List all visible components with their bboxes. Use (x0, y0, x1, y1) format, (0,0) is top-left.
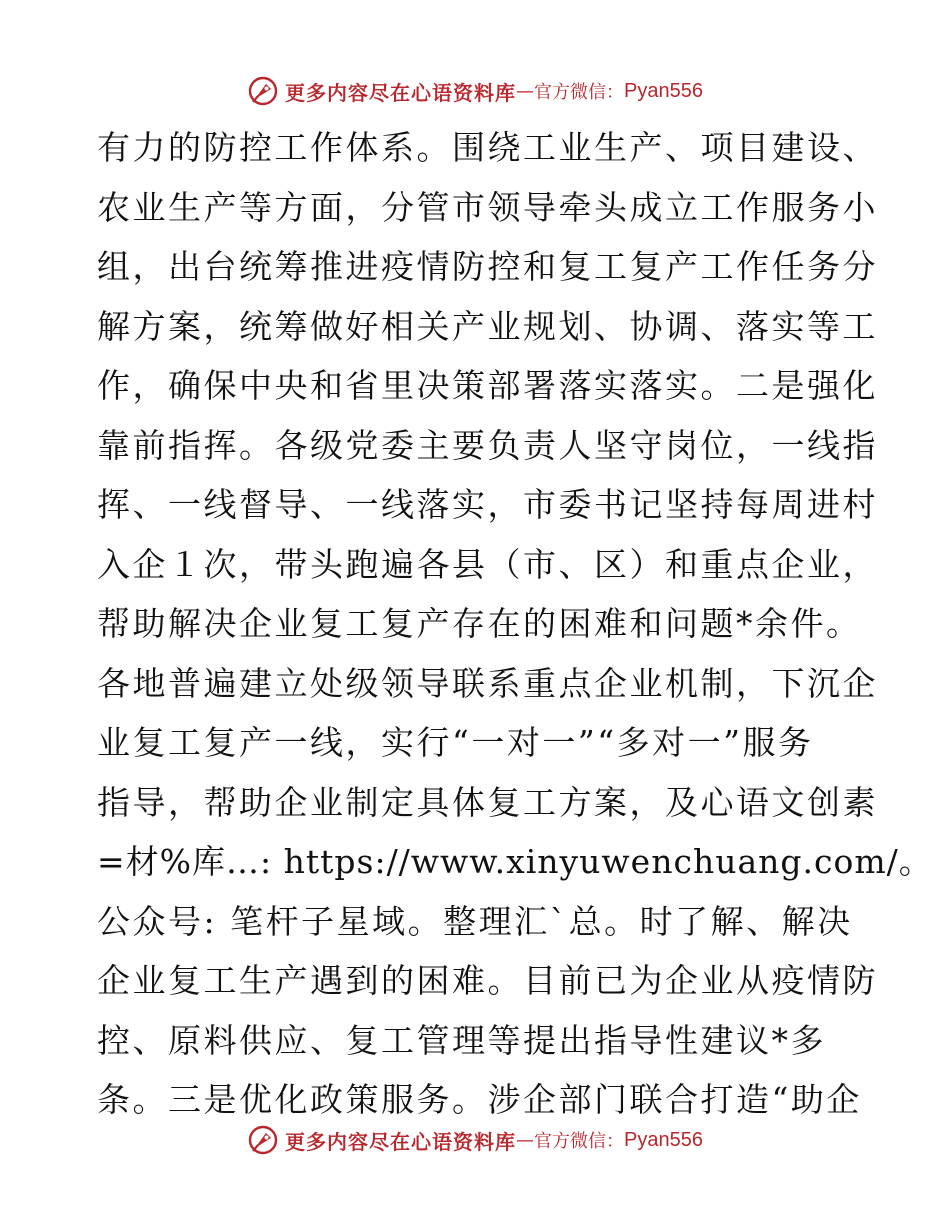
body-line: 有力的防控工作体系。围绕工业生产、项目建设、 (97, 128, 878, 167)
footer-banner-text: 更多内容尽在心语资料库 (285, 1129, 517, 1154)
body-line: 条。三是优化政策服务。涉企部门联合打造“助企 (97, 1080, 862, 1119)
body-line: 解方案，统筹做好相关产业规划、协调、落实等工 (97, 306, 878, 346)
footer-banner (0, 1120, 950, 1160)
header-wechat-label: 官方微信： (534, 82, 625, 103)
body-line: 业复工复产一线，实行“一对一”“多对一”服务 (97, 723, 814, 762)
body-line: 公众号: 笔杆子星域。整理汇`总。时了解、解决 (97, 901, 853, 941)
footer-wechat-id: Pyan556 (624, 1128, 703, 1151)
body-line-url: =材%库…: https://www.xinyuwenchuang.com/。 (97, 842, 933, 881)
document-body (97, 118, 933, 1130)
header-banner-separator: — (516, 80, 535, 102)
pen-nib-logo-icon (247, 1124, 279, 1156)
body-line: 企业复工生产遇到的困难。目前已为企业从疫情防 (97, 961, 878, 1000)
body-line: 作，确保中央和省里决策部署落实落实。二是强化 (97, 366, 878, 405)
header-wechat-id: Pyan556 (624, 79, 703, 102)
body-line: 靠前指挥。各级党委主要负责人坚守岗位，一线指 (97, 425, 878, 465)
pen-nib-logo-icon (247, 75, 279, 107)
body-line: 入企１次，带头跑遍各县（市、区）和重点企业， (97, 544, 878, 584)
body-line: 挥、一线督导、一线落实，市委书记坚持每周进村 (97, 485, 878, 524)
footer-wechat-label: 官方微信： (534, 1131, 625, 1152)
body-line: 指导，帮助企业制定具体复工方案，及心语文创素 (97, 782, 878, 822)
header-banner-text: 更多内容尽在心语资料库 (285, 80, 517, 105)
header-banner (0, 71, 950, 111)
body-line: 各地普遍建立处级领导联系重点企业机制，下沉企 (97, 663, 878, 703)
body-line: 农业生产等方面，分管市领导牵头成立工作服务小 (97, 187, 878, 227)
body-line: 帮助解决企业复工复产存在的困难和问题*余件。 (97, 604, 862, 643)
footer-banner-separator: — (516, 1129, 535, 1151)
body-line: 组，出台统筹推进疫情防控和复工复产工作任务分 (97, 247, 878, 286)
body-line: 控、原料供应、复工管理等提出指导性建议*多 (97, 1020, 826, 1060)
